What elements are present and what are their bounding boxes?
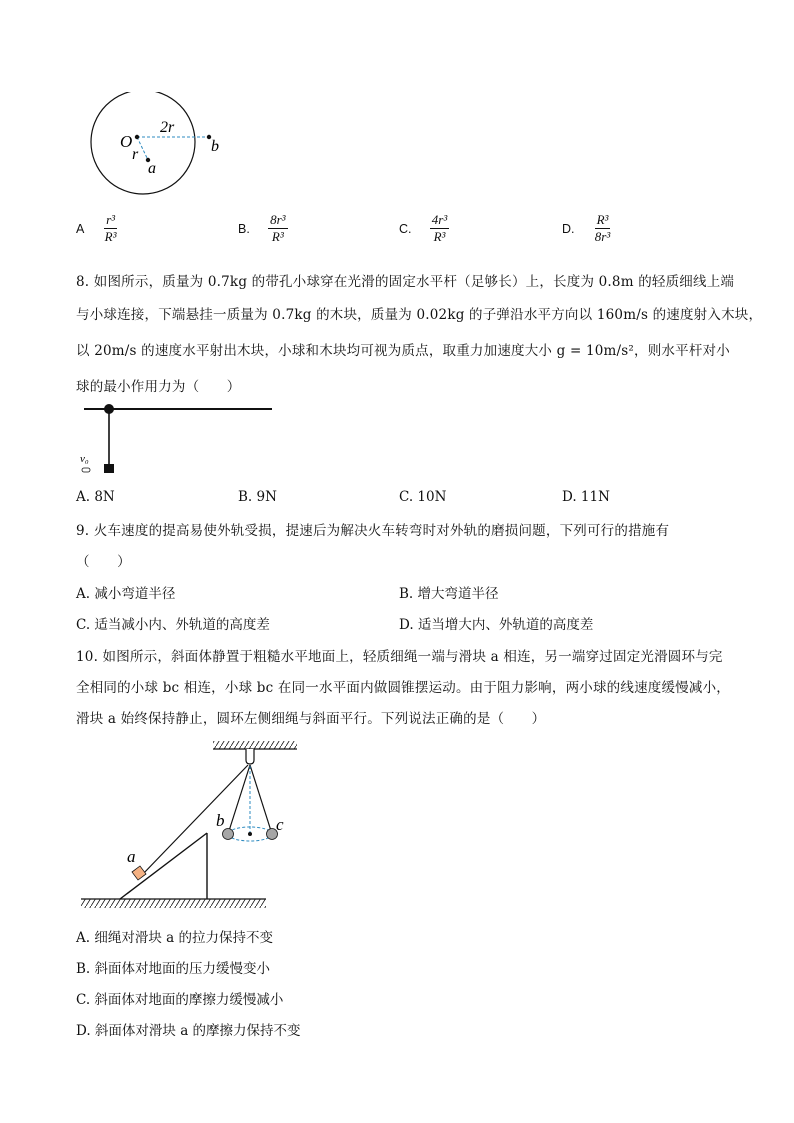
q9-stem-line-1: 9. 火车速度的提高易使外轨受损，提速后为解决火车转弯时对外轨的磨损问题，下列可行的措施有 xyxy=(76,523,670,539)
q8-option-a[interactable]: A. 8N xyxy=(76,489,115,505)
q10-option-b[interactable]: B. 斜面体对地面的压力缓慢变小 xyxy=(76,961,271,977)
q10-incline-figure xyxy=(76,738,306,913)
q10-ceiling-hatch xyxy=(213,741,297,749)
q10-option-c[interactable]: C. 斜面体对地面的摩擦力缓慢减小 xyxy=(76,992,284,1008)
q8-pendulum-figure xyxy=(74,398,279,480)
q7-label-2r: 2r xyxy=(160,119,175,136)
q10-stem-line-2: 全相同的小球 bc 相连，小球 bc 在同一水平面内做圆锥摆运动。由于阻力影响，两小球的线速度缓慢减小， xyxy=(76,680,730,696)
q7-option-d-numerator: R³ xyxy=(596,212,609,227)
q8-stem-line-3: 以 20m/s 的速度水平射出木块，小球和木块均可视为质点，取重力加速度大小 g = 10m/s²，则水平杆对小 xyxy=(76,343,730,359)
q7-option-c-fraction xyxy=(430,213,449,244)
q7-label-O: O xyxy=(120,132,133,151)
q7-label-r: r xyxy=(132,146,139,163)
q10-ground-hatch xyxy=(81,899,266,908)
q8-stem-line-2: 与小球连接，下端悬挂一质量为 0.7kg 的木块，质量为 0.02kg 的子弹沿水平方向以 160m/s 的速度射入木块， xyxy=(76,307,763,323)
q7-option-c-numerator: 4r³ xyxy=(431,212,448,227)
q7-option-a-denominator: R³ xyxy=(104,229,117,244)
q8-option-b[interactable]: B. 9N xyxy=(238,489,277,505)
q7-option-c-letter: C. xyxy=(399,221,412,236)
q7-option-b[interactable] xyxy=(238,213,288,244)
q10-block-a xyxy=(132,866,146,880)
q9-stem-line-2: （ ） xyxy=(76,554,131,570)
q10-fixed-ring xyxy=(246,749,254,764)
q7-option-d-denominator: 8r³ xyxy=(594,229,611,244)
q7-option-a-letter: A xyxy=(76,221,85,236)
q7-option-a-numerator: r³ xyxy=(106,212,116,227)
q10-string-c xyxy=(250,765,272,834)
q8-bullet xyxy=(82,468,90,472)
q7-dashed-line-r xyxy=(137,137,148,160)
q8-option-c[interactable]: C. 10N xyxy=(399,489,447,505)
q10-stem-line-1: 10. 如图所示，斜面体静置于粗糙水平地面上，轻质细绳一端与滑块 a 相连，另一端穿过固定光滑圆环与完 xyxy=(76,649,723,665)
q10-label-c: c xyxy=(276,815,284,834)
q7-option-a[interactable] xyxy=(76,213,118,244)
q8-option-d[interactable]: D. 11N xyxy=(562,489,610,505)
q7-label-b: b xyxy=(211,138,219,155)
q7-option-d-letter: D. xyxy=(562,221,575,236)
q10-orbit-center xyxy=(248,832,252,836)
q7-option-b-denominator: R³ xyxy=(271,229,284,244)
q10-ball-b xyxy=(223,829,234,840)
q7-option-b-numerator: 8r³ xyxy=(270,212,286,227)
q9-option-c[interactable]: C. 适当减小内、外轨道的高度差 xyxy=(76,617,270,633)
q7-option-d-fraction xyxy=(593,213,612,244)
q10-stem-line-3: 滑块 a 始终保持静止，圆环左侧细绳与斜面平行。下列说法正确的是（ ） xyxy=(76,711,546,727)
q7-option-c-denominator: R³ xyxy=(433,229,446,244)
q10-option-d[interactable]: D. 斜面体对滑块 a 的摩擦力保持不变 xyxy=(76,1023,301,1039)
q10-label-a: a xyxy=(127,847,136,866)
q7-option-b-fraction xyxy=(268,213,287,244)
q7-large-circle xyxy=(91,92,195,194)
q7-point-O xyxy=(135,135,139,139)
q10-string-b xyxy=(228,765,250,834)
q7-option-d[interactable] xyxy=(562,213,612,244)
q10-option-a[interactable]: A. 细绳对滑块 a 的拉力保持不变 xyxy=(76,930,273,946)
q10-label-b: b xyxy=(216,811,225,830)
q8-stem-line-1: 8. 如图所示，质量为 0.7kg 的带孔小球穿在光滑的固定水平杆（足够长）上，长度为 0.8m 的轻质细线上端 xyxy=(76,274,735,290)
q9-option-a[interactable]: A. 减小弯道半径 xyxy=(76,586,176,602)
q10-incline-slope xyxy=(120,833,207,899)
q7-option-b-letter: B. xyxy=(238,221,250,236)
q8-wood-block xyxy=(104,464,114,473)
q9-option-b[interactable]: B. 增大弯道半径 xyxy=(399,586,499,602)
q7-option-a-fraction xyxy=(103,213,119,244)
q7-label-a: a xyxy=(148,160,156,177)
q8-stem-line-4: 球的最小作用力为（ ） xyxy=(76,379,241,395)
q7-option-c[interactable] xyxy=(399,213,449,244)
q7-circle-figure xyxy=(76,92,246,197)
q9-option-d[interactable]: D. 适当增大内、外轨道的高度差 xyxy=(399,617,594,633)
q8-label-v0: v₀ xyxy=(80,453,89,465)
